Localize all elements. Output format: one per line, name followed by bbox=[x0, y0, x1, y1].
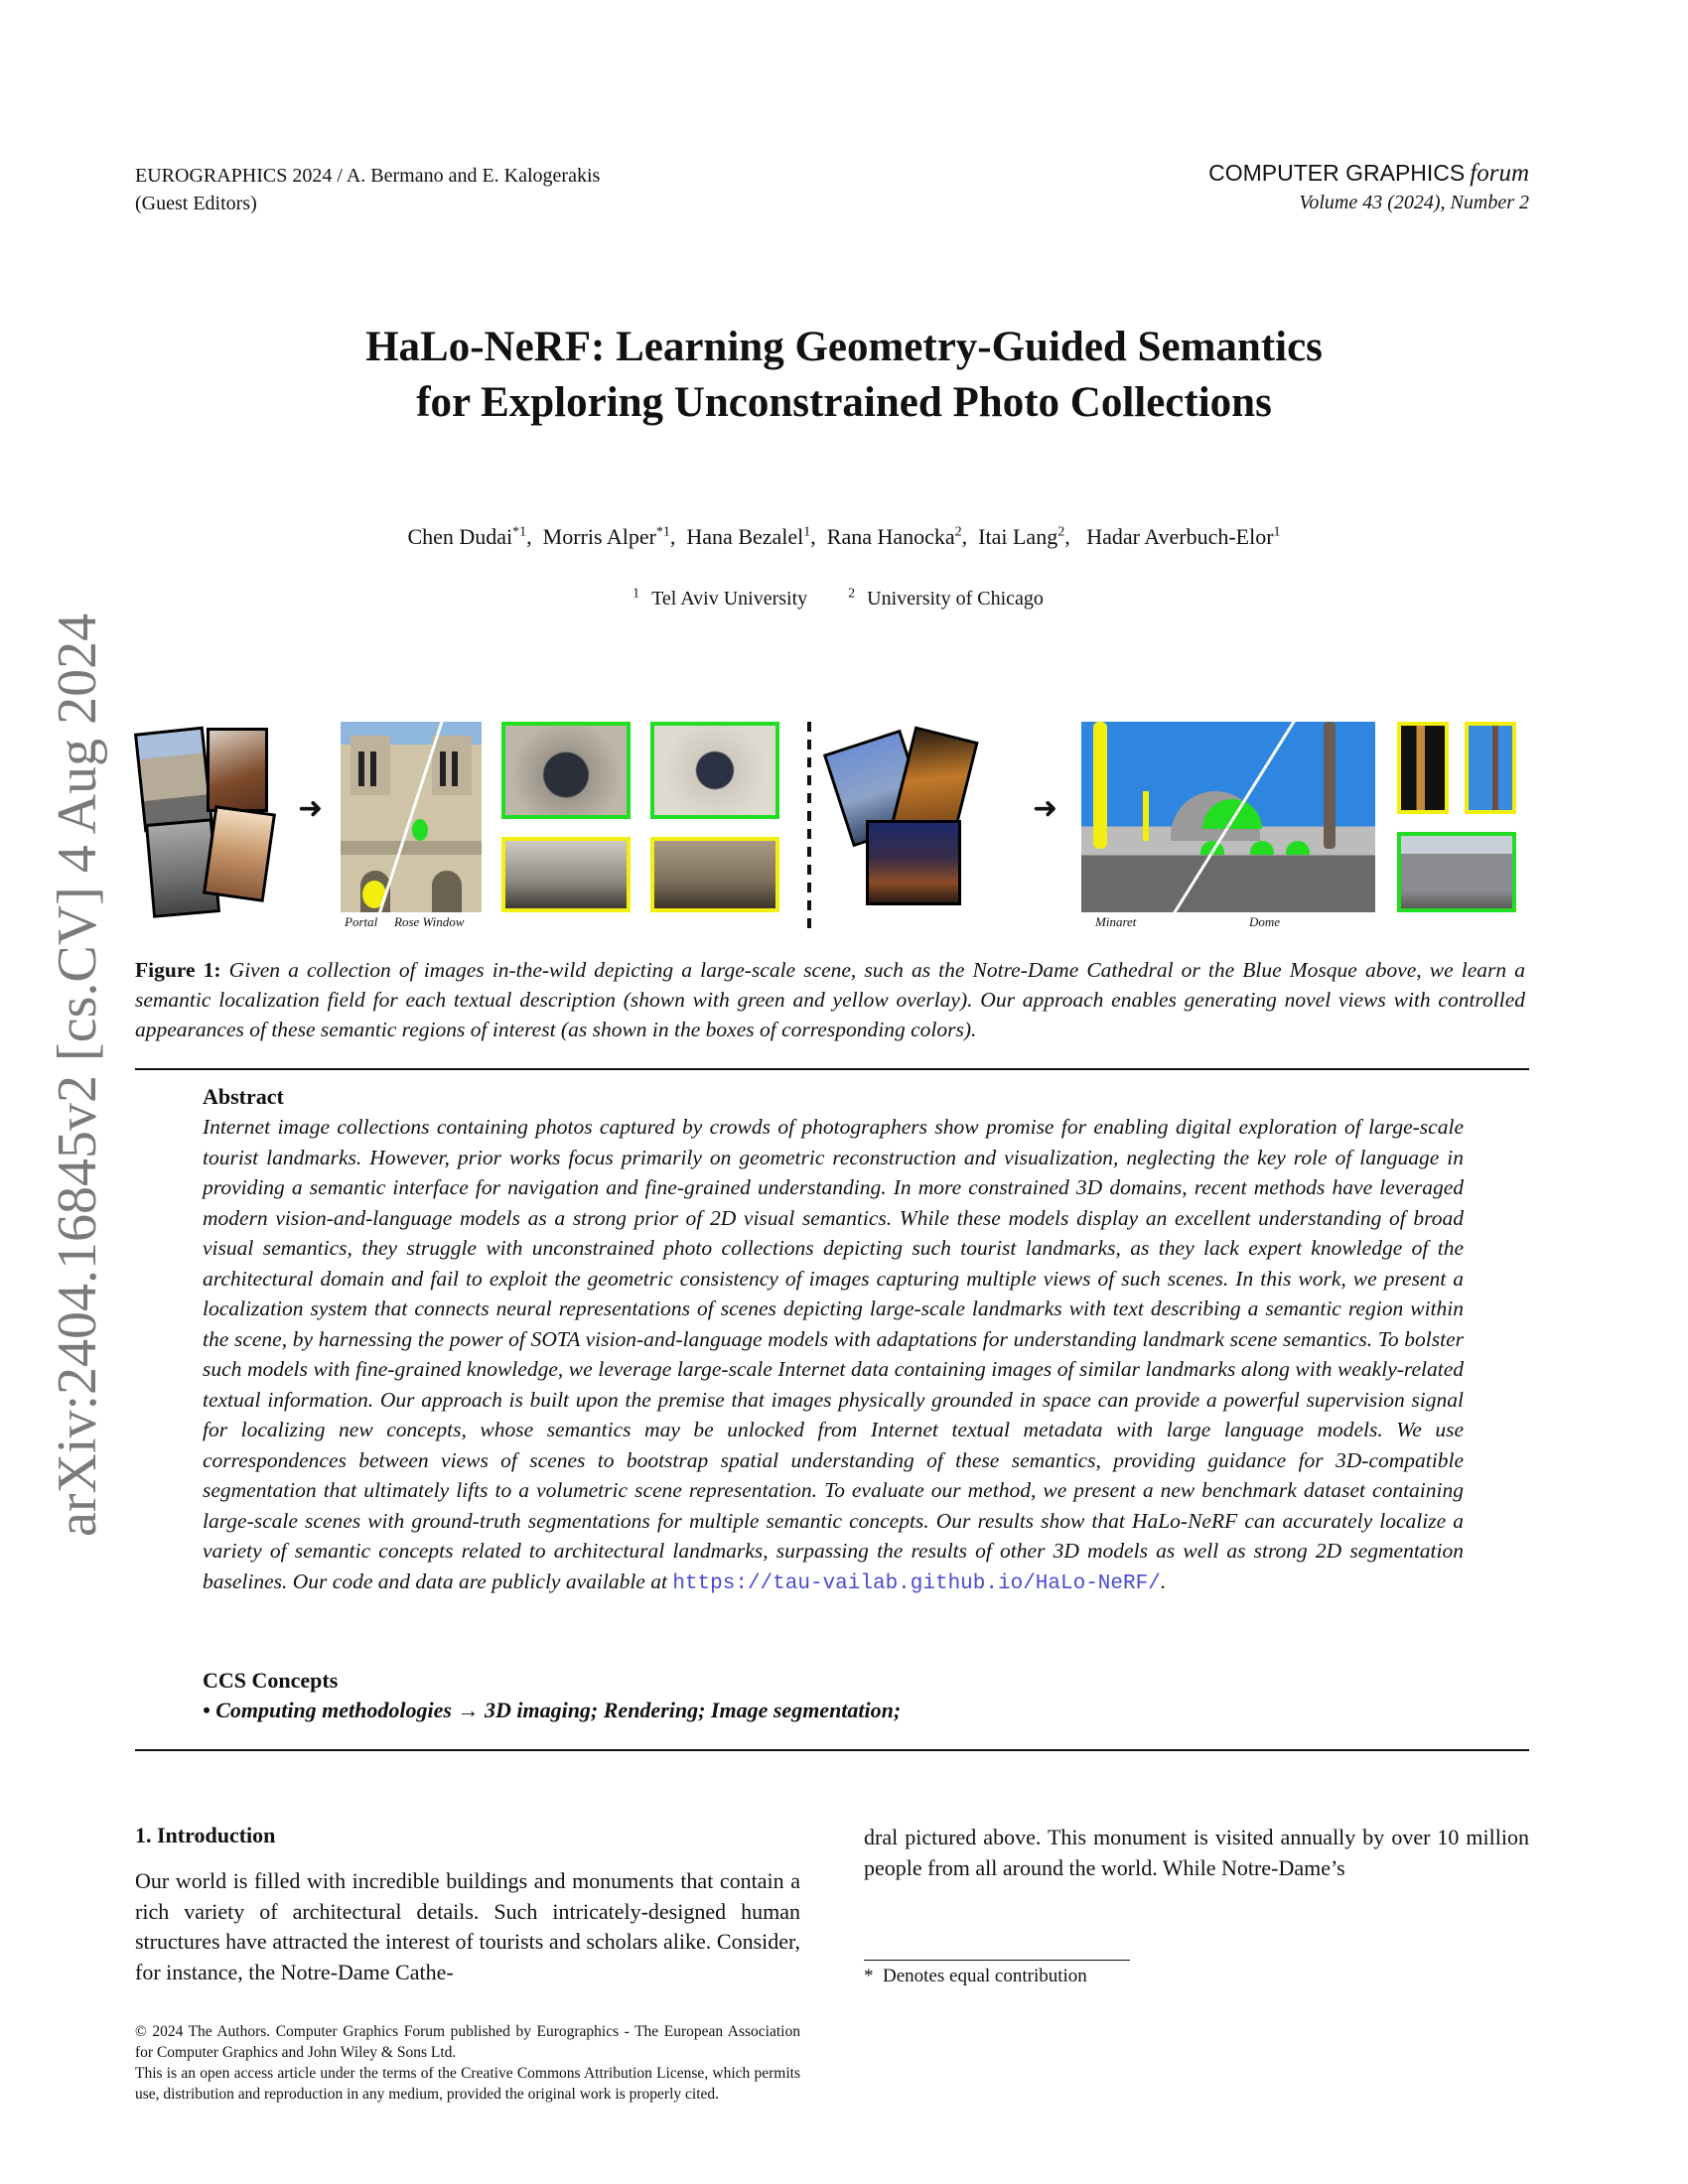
author: Itai Lang$^2$ bbox=[978, 524, 1065, 549]
input-photo-mosque-3 bbox=[866, 820, 961, 905]
paper-title bbox=[0, 320, 1688, 431]
divider-bottom bbox=[135, 1749, 1529, 1751]
conference-editors: EUROGRAPHICS 2024 / A. Bermano and E. Kalogerakis bbox=[135, 165, 601, 187]
abstract-section bbox=[203, 1082, 1464, 1599]
journal-name: COMPUTER GRAPHICS bbox=[1208, 160, 1466, 186]
render-blue-mosque bbox=[1081, 722, 1375, 912]
abstract-body: Internet image collections containing photos captured by crowds of photographers show promise for enabling digital exploration of large-scale tourist landmarks. However, prior works focus primarily on geometric reconstruction and visualization, neglecting the key role of language in providing a semantic interface for navigation and fine-grained understanding. In more constrained 3D domains, recent methods have leveraged modern vision-and-language models as a strong prior of 2D visual semantics. While these models display an excellent understanding of broad visual semantics, they struggle with unconstrained photo collections depicting such tourist landmarks, as they lack expert knowledge of the architectural domain and fail to exploit the geometric consistency of images capturing multiple views of such scenes. In this work, we present a localization system that connects neural representations of scenes depicting large-scale landmarks with text describing a semantic region within the scene, by harnessing the power of SOTA vision-and-language models with adaptations for understanding landmark scene semantics. To bolster such models with fine-grained knowledge, we leverage large-scale Internet data containing images of similar landmarks along with weakly-related textual information. Our approach is built upon the premise that images physically grounded in space can provide a powerful supervision signal for localizing new concepts, whose semantics may be unlocked from Internet textual metadata with large language models. We use correspondences between views of scenes to bootstrap spatial understanding of these semantics, providing guidance for 3D-compatible segmentation that ultimately lifts to a volumetric scene representation. To evaluate our method, we present a new benchmark dataset containing large-scale scenes with ground-truth segmentations for multiple semantic concepts. Our results show that HaLo-NeRF can accurately localize a variety of semantic concepts related to architectural landmarks, surpassing the results of other 3D models as well as strong 2D segmentation baselines. Our code and data are publicly available at https://tau-vailab.github.io/HaLo-NeRF/. bbox=[203, 1115, 1464, 1595]
input-photo-notre-dame-1 bbox=[134, 727, 213, 833]
figure-caption-text: Given a collection of images in-the-wild depicting a large-scale scene, such as the Notre-Dame Cathedral or the Blue Mosque above, we learn a semantic localization field for each textual description (shown with green and yellow overlay). Our approach enables generating novel views with controlled appearances of these semantic regions of interest (as shown in the boxes of corresponding colors). bbox=[135, 958, 1526, 1041]
footnote-rule bbox=[864, 1960, 1130, 1961]
minaret-yellow-overlay bbox=[1093, 722, 1107, 849]
label-rose-window: Rose Window bbox=[394, 914, 465, 929]
journal-suffix: forum bbox=[1470, 160, 1529, 187]
section-heading-introduction: 1. Introduction bbox=[135, 1823, 276, 1847]
running-header-left bbox=[135, 162, 600, 217]
license-line: This is an open access article under the terms of the Creative Commons Attribution License, which permits use, distribution and reproduction in any medium, provided the original work is properly cited. bbox=[135, 2065, 800, 2103]
label-portal: Portal bbox=[345, 914, 378, 929]
intro-paragraph-left: Our world is filled with incredible buildings and monuments that contain a rich variety of architectural details. Such intricately-designed human structures have attracted the interest of tourists and scholars alike. Consider, for instance, the Notre-Dame Cathe- bbox=[135, 1868, 800, 1984]
rose-window-green-overlay bbox=[412, 819, 428, 841]
author: Hadar Averbuch-Elor$^1$ bbox=[1086, 524, 1281, 549]
arrow-right-icon: ➜ bbox=[298, 791, 324, 826]
guest-editors-label: (Guest Editors) bbox=[135, 193, 257, 214]
intro-paragraph-right: dral pictured above. This monument is visited annually by over 10 million people from all around the world. While Notre-Dame’s bbox=[864, 1825, 1529, 1880]
divider-top bbox=[135, 1068, 1529, 1070]
author: Hana Bezalel$^1$ bbox=[686, 524, 811, 549]
rose-window-view-1 bbox=[501, 722, 631, 819]
project-url-link[interactable]: https://tau-vailab.github.io/HaLo-NeRF/ bbox=[672, 1571, 1161, 1595]
figure-label: Figure 1: bbox=[135, 958, 221, 982]
affiliation-list bbox=[0, 586, 1688, 611]
abstract-heading: Abstract bbox=[203, 1084, 284, 1109]
author: Morris Alper$^{*1}$ bbox=[542, 524, 670, 549]
arrow-right-icon: ➜ bbox=[1033, 791, 1058, 826]
portal-view-1 bbox=[501, 837, 631, 912]
footnote-mark: * bbox=[864, 1966, 874, 1986]
footnote-text: Denotes equal contribution bbox=[883, 1966, 1087, 1986]
minaret-view-1 bbox=[1397, 722, 1449, 814]
copyright-line: © 2024 The Authors. Computer Graphics Forum published by Eurographics - The European Association for Computer Graphics and John Wiley & Sons Ltd. bbox=[135, 2023, 800, 2061]
portal-view-2 bbox=[650, 837, 779, 912]
volume-info: Volume 43 (2024), Number 2 bbox=[1299, 192, 1529, 213]
figure-1-caption bbox=[135, 955, 1525, 1044]
arxiv-stamp: arXiv:2404.16845v2 [cs.CV] 4 Aug 2024 bbox=[47, 613, 108, 1537]
ccs-heading: CCS Concepts bbox=[203, 1668, 339, 1693]
dome-view-1 bbox=[1397, 832, 1516, 912]
minaret-view-2 bbox=[1465, 722, 1516, 814]
input-photo-notre-dame-2 bbox=[207, 728, 268, 812]
rose-window-view-2 bbox=[650, 722, 779, 819]
footnote bbox=[864, 1966, 1087, 1987]
render-notre-dame bbox=[341, 722, 482, 912]
author: Chen Dudai$^{*1}$ bbox=[407, 524, 527, 549]
input-photo-notre-dame-4 bbox=[203, 805, 276, 902]
running-header-right bbox=[1208, 159, 1529, 216]
ccs-concepts-section bbox=[203, 1666, 1464, 1725]
author-list: Chen Dudai$^{*1}$, Morris Alper$^{*1}$, Hana Bezalel$^1$, Rana Hanocka$^2$, Itai Lang$^2$, Hadar Averbuch-Elor$^1$ bbox=[407, 524, 1281, 549]
title-line-2: for Exploring Unconstrained Photo Collections bbox=[416, 379, 1272, 426]
ccs-item: • Computing methodologies → 3D imaging; Rendering; Image segmentation; bbox=[203, 1698, 902, 1722]
affiliation: $^2$ University of Chicago bbox=[848, 586, 1044, 610]
affiliation: $^1$ Tel Aviv University bbox=[633, 586, 808, 610]
label-dome: Dome bbox=[1249, 914, 1281, 929]
title-line-1: HaLo-NeRF: Learning Geometry-Guided Semantics bbox=[365, 324, 1323, 370]
figure-divider bbox=[807, 722, 811, 930]
label-minaret: Minaret bbox=[1095, 914, 1137, 929]
author: Rana Hanocka$^2$ bbox=[826, 524, 962, 549]
copyright-notice bbox=[135, 2021, 800, 2105]
